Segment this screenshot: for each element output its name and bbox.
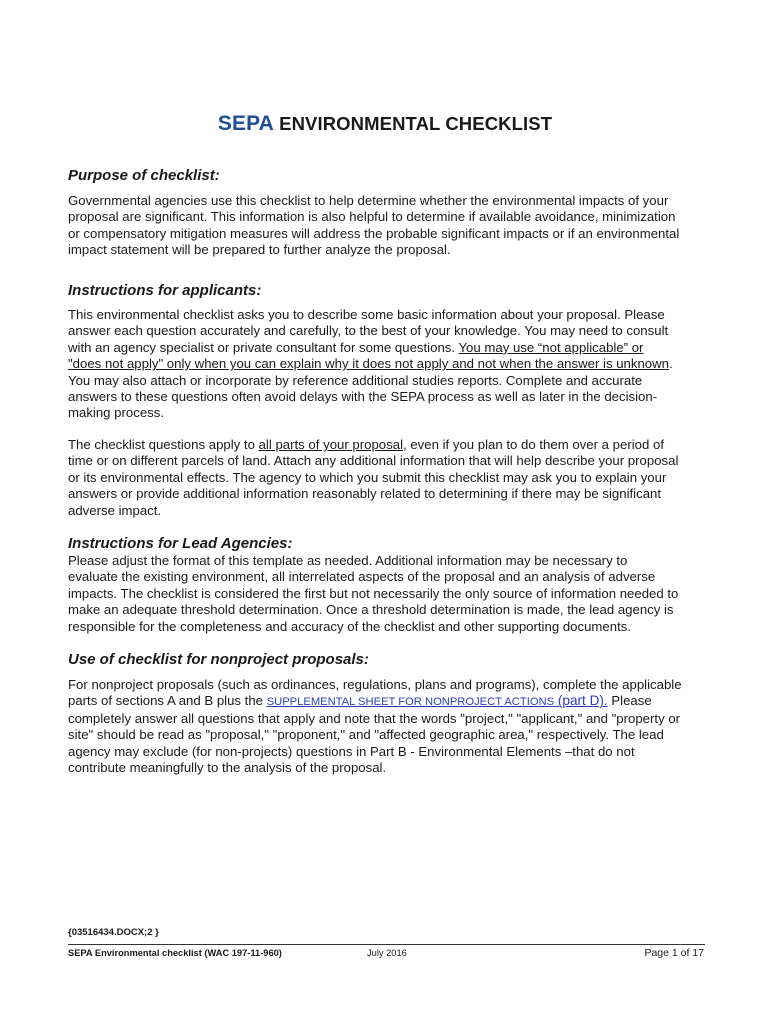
text-line: You may also attach or incorporate by reference additional studies reports. Complete and accurate bbox=[68, 372, 643, 388]
text-line: This environmental checklist asks you to describe some basic information about your proposal. Please bbox=[68, 307, 665, 322]
underlined-text: all parts of your proposal bbox=[258, 437, 403, 452]
text-line: answers to these questions often avoid delays with the SEPA process as well as later in the decision- bbox=[68, 389, 658, 405]
link-text: SUPPLEMENTAL SHEET FOR NONPROJECT ACTIONS bbox=[266, 696, 555, 709]
text-line: or its environmental effects. The agency to which you submit this checklist may ask you to explain your bbox=[68, 469, 667, 485]
text-line: evaluate the existing environment, all interrelated aspects of the proposal and an analysis of adverse bbox=[68, 569, 656, 585]
text-line: impacts. The checklist is considered the first but not necessarily the only source of information needed to bbox=[68, 585, 679, 601]
page-title bbox=[0, 112, 770, 136]
nonproject-paragraph bbox=[68, 677, 708, 776]
text-line bbox=[68, 437, 708, 453]
applicants-paragraph-2 bbox=[68, 437, 708, 519]
text-line: make an adequate threshold determination. Once a threshold determination is made, the lead agency is bbox=[68, 602, 674, 618]
text-segment: with an agency specialist or private consultant for some questions. bbox=[68, 339, 459, 355]
text-line: Please adjust the format of this template as needed. Additional information may be necessary to bbox=[68, 553, 628, 568]
text-line: site" should be read as "proposal," "proponent," and "affected geographic area," respectively. The lead bbox=[68, 727, 664, 743]
applicants-heading: Instructions for applicants: bbox=[68, 282, 262, 299]
footer-date: July 2016 bbox=[367, 948, 407, 958]
text-line: making process. bbox=[68, 405, 165, 421]
text-line: proposal are significant. This information is also helpful to determine if available avoidance, minimization bbox=[68, 209, 676, 225]
text-line: answer each question accurately and carefully, to the best of your knowledge. You may need to consult bbox=[68, 323, 669, 339]
text-line: contribute meaningfully to the analysis of the proposal. bbox=[68, 760, 387, 776]
title-rest: ENVIRONMENTAL CHECKLIST bbox=[273, 113, 553, 134]
purpose-paragraph bbox=[68, 193, 708, 259]
link-text-part-d: (part D). bbox=[554, 693, 608, 709]
text-line: completely answer all questions that apply and note that the words "project," "applicant," and "property or bbox=[68, 710, 681, 726]
text-line bbox=[68, 340, 708, 356]
text-segment: The checklist questions apply to bbox=[68, 437, 259, 452]
text-segment: , even if you plan to do them over a period of bbox=[403, 437, 664, 452]
supplemental-sheet-link[interactable] bbox=[266, 693, 608, 709]
text-line: responsible for the completeness and accuracy of the checklist and other supporting documents. bbox=[68, 618, 631, 634]
text-line: agency may exclude (for non-projects) questions in Part B - Environmental Elements –that do not bbox=[68, 743, 635, 759]
nonproject-heading: Use of checklist for nonproject proposals: bbox=[68, 651, 369, 668]
text-line bbox=[68, 356, 708, 372]
lead-agencies-paragraph bbox=[68, 553, 708, 635]
page-number: Page 1 of 17 bbox=[644, 947, 704, 959]
underlined-text: You may use “not applicable” or bbox=[458, 339, 644, 355]
text-segment: Please bbox=[607, 693, 652, 709]
purpose-heading: Purpose of checklist: bbox=[68, 167, 220, 184]
text-line: impact statement will be prepared to further analyze the proposal. bbox=[68, 242, 451, 258]
text-line: For nonproject proposals (such as ordinances, regulations, plans and programs), complete the applicable bbox=[68, 677, 682, 692]
text-line: adverse impact. bbox=[68, 502, 162, 518]
text-line: or compensatory mitigation measures will address the probable significant impacts or if an environmental bbox=[68, 225, 680, 241]
text-line bbox=[68, 693, 708, 710]
text-segment: parts of sections A and B plus the bbox=[68, 693, 267, 709]
text-line: answers or provide additional information reasonably related to determining if there may be significant bbox=[68, 486, 662, 502]
applicants-paragraph-1 bbox=[68, 307, 708, 422]
document-id: {03516434.DOCX;2 } bbox=[68, 927, 159, 938]
lead-agencies-heading: Instructions for Lead Agencies: bbox=[68, 535, 293, 552]
text-line: Governmental agencies use this checklist to help determine whether the environmental impacts of your bbox=[68, 193, 669, 208]
text-segment: . bbox=[668, 356, 673, 372]
footer-divider bbox=[68, 944, 705, 945]
underlined-text: "does not apply" only when you can explain why it does not apply and not when the answer is unknown bbox=[68, 356, 669, 372]
footer-title: SEPA Environmental checklist (WAC 197-11-960) bbox=[68, 948, 282, 958]
text-line: time or on different parcels of land. Attach any additional information that will help describe your proposal bbox=[68, 453, 679, 469]
title-sepa: SEPA bbox=[217, 112, 274, 135]
